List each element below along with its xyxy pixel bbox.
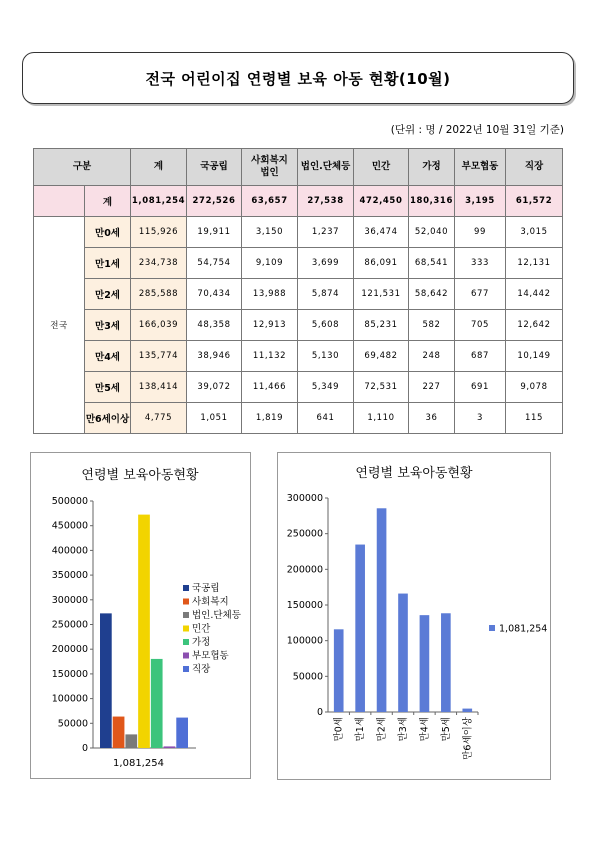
table-cell: 36 — [409, 403, 455, 434]
legend-label: 직장 — [192, 664, 211, 675]
table-cell: 234,738 — [131, 248, 187, 279]
chart-title: 연령별 보육아동현황 — [355, 466, 473, 481]
bar-만4세 — [420, 615, 430, 712]
x-tick-label: 만2세 — [376, 717, 388, 742]
table-cell: 121,531 — [354, 279, 409, 310]
table-cell: 85,231 — [354, 310, 409, 341]
legend-swatch — [183, 585, 189, 591]
row-label: 만6세이상 — [85, 403, 131, 434]
column-header: 국공립 — [187, 149, 242, 186]
y-tick-label: 250000 — [286, 528, 323, 540]
legend-swatch — [489, 625, 495, 631]
table-cell: 52,040 — [409, 217, 455, 248]
y-tick-label: 350000 — [51, 570, 88, 582]
table-cell: 9,078 — [506, 372, 563, 403]
row-label: 만2세 — [85, 279, 131, 310]
table-cell: 12,913 — [242, 310, 298, 341]
table-cell: 166,039 — [131, 310, 187, 341]
table-cell: 333 — [455, 248, 506, 279]
table-cell: 58,642 — [409, 279, 455, 310]
table-cell: 705 — [455, 310, 506, 341]
x-tick-label: 만5세 — [440, 717, 452, 742]
region-label: 전국 — [34, 217, 85, 434]
table-row — [34, 310, 563, 341]
table-row — [34, 403, 563, 434]
table-cell: 691 — [455, 372, 506, 403]
table-cell: 180,316 — [409, 186, 455, 217]
bar-만3세 — [398, 594, 408, 712]
table-cell: 582 — [409, 310, 455, 341]
x-tick-label: 만1세 — [355, 717, 367, 742]
legend-label: 민간 — [192, 623, 211, 635]
column-header: 법인.단체등 — [298, 149, 354, 186]
chart-by-age — [277, 452, 551, 780]
bar-만1세 — [355, 545, 365, 712]
y-tick-label: 150000 — [51, 668, 88, 680]
bar-만5세 — [441, 613, 451, 712]
table-cell: 4,775 — [131, 403, 187, 434]
legend-label: 사회복지 — [192, 596, 229, 608]
legend-label: 부모협동 — [192, 650, 229, 662]
table-cell: 472,450 — [354, 186, 409, 217]
chart-by-facility — [30, 452, 251, 779]
y-tick-label: 150000 — [286, 600, 323, 611]
table-cell: 115,926 — [131, 217, 187, 248]
bar-민간 — [138, 515, 150, 748]
table-cell: 54,754 — [187, 248, 242, 279]
row-label: 계 — [85, 186, 131, 217]
legend-swatch — [183, 666, 189, 672]
legend-swatch — [183, 639, 189, 645]
column-header: 사회복지 법인 — [242, 149, 298, 186]
y-tick-label: 0 — [316, 707, 323, 718]
table-cell: 11,132 — [242, 341, 298, 372]
row-label: 만3세 — [85, 310, 131, 341]
table-cell: 1,819 — [242, 403, 298, 434]
table-cell: 68,541 — [409, 248, 455, 279]
y-tick-label: 400000 — [51, 545, 88, 557]
table-cell: 687 — [455, 341, 506, 372]
column-header: 부모협동 — [455, 149, 506, 186]
table-row — [34, 217, 563, 248]
bar-만2세 — [377, 508, 387, 712]
table-cell: 63,657 — [242, 186, 298, 217]
y-tick-label: 50000 — [57, 718, 88, 730]
bar-가정 — [151, 659, 163, 748]
column-header: 계 — [131, 149, 187, 186]
empty-cell — [34, 186, 85, 217]
chart-title: 연령별 보육아동현황 — [81, 468, 199, 483]
legend-label: 가정 — [192, 637, 211, 648]
table-cell: 69,482 — [354, 341, 409, 372]
table-cell: 12,131 — [506, 248, 563, 279]
y-tick-label: 200000 — [51, 644, 88, 656]
bar-사회복지 — [113, 717, 125, 748]
table-row — [34, 248, 563, 279]
total-row — [34, 186, 563, 217]
table-cell: 11,466 — [242, 372, 298, 403]
x-tick-label: 만6세이상 — [462, 717, 474, 760]
legend-swatch — [183, 653, 189, 659]
x-tick-label: 만4세 — [419, 717, 431, 742]
x-tick-label: 만0세 — [333, 717, 345, 742]
table-cell: 38,946 — [187, 341, 242, 372]
x-tick-label: 만3세 — [398, 717, 409, 742]
y-tick-label: 200000 — [286, 564, 323, 576]
y-tick-label: 100000 — [51, 693, 88, 705]
y-tick-label: 500000 — [51, 496, 88, 507]
legend-label: 1,081,254 — [499, 623, 548, 635]
y-tick-label: 250000 — [51, 619, 88, 631]
table-cell: 13,988 — [242, 279, 298, 310]
chart-by-age-svg — [278, 453, 550, 779]
table-cell: 1,081,254 — [131, 186, 187, 217]
table-cell: 1,110 — [354, 403, 409, 434]
row-label: 만1세 — [85, 248, 131, 279]
table-cell: 3,150 — [242, 217, 298, 248]
legend-swatch — [183, 599, 189, 605]
table-cell: 138,414 — [131, 372, 187, 403]
table-cell: 9,109 — [242, 248, 298, 279]
table-cell: 48,358 — [187, 310, 242, 341]
table-cell: 70,434 — [187, 279, 242, 310]
legend-label: 법인.단체등 — [192, 610, 241, 621]
bar-법인.단체등 — [125, 734, 137, 748]
table-cell: 3,015 — [506, 217, 563, 248]
column-header: 직장 — [506, 149, 563, 186]
bar-만6세이상 — [462, 709, 472, 712]
y-tick-label: 50000 — [292, 671, 323, 683]
table-cell: 99 — [455, 217, 506, 248]
y-tick-label: 100000 — [286, 635, 323, 647]
page-title — [22, 52, 574, 104]
table-cell: 14,442 — [506, 279, 563, 310]
row-label: 만4세 — [85, 341, 131, 372]
chart-by-facility-svg — [31, 453, 250, 778]
table-cell: 61,572 — [506, 186, 563, 217]
y-tick-label: 300000 — [286, 493, 323, 504]
table-cell: 86,091 — [354, 248, 409, 279]
table-cell: 36,474 — [354, 217, 409, 248]
table-cell: 3,195 — [455, 186, 506, 217]
table-cell: 12,642 — [506, 310, 563, 341]
row-label: 만0세 — [85, 217, 131, 248]
table-cell: 27,538 — [298, 186, 354, 217]
table-cell: 5,874 — [298, 279, 354, 310]
table-cell: 115 — [506, 403, 563, 434]
table-row — [34, 372, 563, 403]
table-cell: 285,588 — [131, 279, 187, 310]
table-cell: 3,699 — [298, 248, 354, 279]
y-tick-label: 0 — [81, 743, 88, 754]
table-row — [34, 341, 563, 372]
table-cell: 248 — [409, 341, 455, 372]
unit-note: (단위 : 명 / 2022년 10월 31일 기준) — [390, 124, 564, 136]
legend-swatch — [183, 612, 189, 618]
table-cell: 5,349 — [298, 372, 354, 403]
table-cell: 5,608 — [298, 310, 354, 341]
table-cell: 72,531 — [354, 372, 409, 403]
table-cell: 227 — [409, 372, 455, 403]
row-label: 만5세 — [85, 372, 131, 403]
page-title-text: 전국 어린이집 연령별 보육 아동 현황(10월) — [145, 69, 451, 88]
statistics-table — [33, 148, 563, 434]
column-header: 가정 — [409, 149, 455, 186]
table-cell: 10,149 — [506, 341, 563, 372]
table-cell: 135,774 — [131, 341, 187, 372]
legend-swatch — [183, 626, 189, 632]
column-header: 구분 — [34, 149, 131, 186]
y-tick-label: 450000 — [51, 520, 88, 532]
bar-부모협동 — [164, 746, 176, 748]
column-header: 민간 — [354, 149, 409, 186]
bar-만0세 — [334, 629, 344, 712]
table-cell: 3 — [455, 403, 506, 434]
legend-label: 국공립 — [192, 583, 220, 594]
table-cell: 677 — [455, 279, 506, 310]
bar-국공립 — [100, 613, 112, 748]
table-row — [34, 279, 563, 310]
table-cell: 641 — [298, 403, 354, 434]
table-cell: 19,911 — [187, 217, 242, 248]
table-cell: 39,072 — [187, 372, 242, 403]
y-tick-label: 300000 — [51, 594, 88, 606]
x-tick-label: 1,081,254 — [113, 758, 164, 769]
table-cell: 272,526 — [187, 186, 242, 217]
bar-직장 — [176, 718, 188, 748]
table-cell: 5,130 — [298, 341, 354, 372]
table-cell: 1,051 — [187, 403, 242, 434]
table-cell: 1,237 — [298, 217, 354, 248]
